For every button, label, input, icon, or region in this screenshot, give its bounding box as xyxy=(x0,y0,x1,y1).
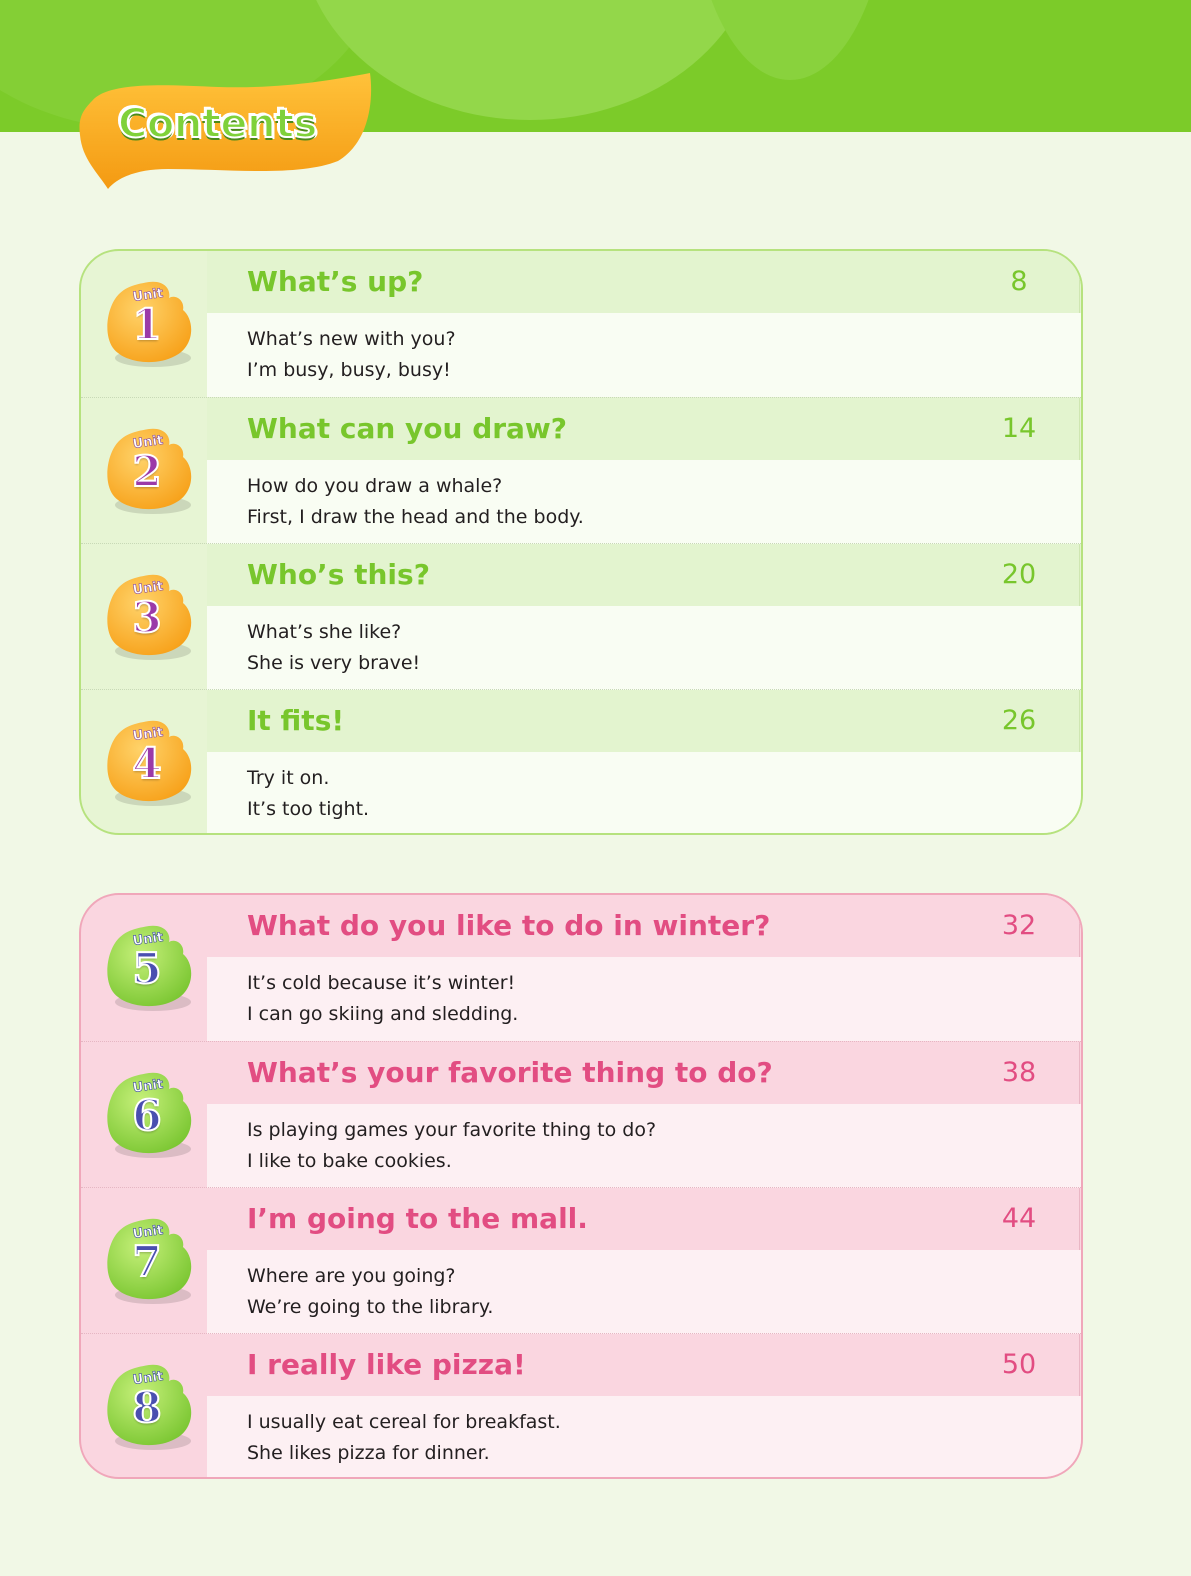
divider xyxy=(1079,251,1080,313)
unit-row xyxy=(81,397,1083,544)
unit-badge xyxy=(105,920,197,1016)
unit-description-area xyxy=(207,752,1083,835)
page-number[interactable]: 26 xyxy=(1001,705,1037,736)
unit-row xyxy=(81,1041,1083,1188)
unit-title[interactable]: What’s your favorite thing to do? xyxy=(247,1056,773,1089)
unit-badge xyxy=(105,569,197,665)
unit-label: Unit xyxy=(131,929,165,950)
unit-phrase: What’s she like? xyxy=(247,621,402,643)
page-number[interactable]: 20 xyxy=(1001,559,1037,590)
unit-row xyxy=(81,543,1083,690)
unit-phrase: Try it on. xyxy=(247,767,330,789)
unit-row xyxy=(81,251,1083,397)
unit-label: Unit xyxy=(131,578,165,599)
unit-phrase: I can go skiing and sledding. xyxy=(247,1003,519,1025)
unit-row xyxy=(81,1187,1083,1334)
page-title: Contents xyxy=(118,101,317,147)
page-number[interactable]: 38 xyxy=(1001,1057,1037,1088)
unit-phrase: I like to bake cookies. xyxy=(247,1150,452,1172)
unit-row xyxy=(81,689,1083,835)
unit-phrase: Is playing games your favorite thing to do? xyxy=(247,1119,657,1141)
unit-phrase: It’s too tight. xyxy=(247,798,370,820)
unit-phrase: How do you draw a whale? xyxy=(247,475,503,497)
unit-description-area xyxy=(207,1104,1083,1188)
page-number[interactable]: 14 xyxy=(1001,413,1037,444)
unit-badge xyxy=(105,423,197,519)
unit-title[interactable]: What do you like to do in winter? xyxy=(247,909,771,942)
unit-badge xyxy=(105,715,197,811)
unit-number: 6 xyxy=(132,1091,162,1140)
unit-label: Unit xyxy=(131,1076,165,1097)
divider xyxy=(1079,398,1080,460)
unit-title[interactable]: What’s up? xyxy=(247,265,424,298)
unit-phrase: What’s new with you? xyxy=(247,328,456,350)
unit-description-area xyxy=(207,606,1083,690)
divider xyxy=(1079,690,1080,752)
unit-title[interactable]: What can you draw? xyxy=(247,412,568,445)
page-number[interactable]: 44 xyxy=(1001,1203,1037,1234)
page-number[interactable]: 32 xyxy=(1001,910,1037,941)
unit-row xyxy=(81,1333,1083,1479)
unit-badge xyxy=(105,1213,197,1309)
unit-badge xyxy=(105,276,197,372)
unit-phrase: First, I draw the head and the body. xyxy=(247,506,584,528)
unit-label: Unit xyxy=(131,432,165,453)
unit-title[interactable]: I’m going to the mall. xyxy=(247,1202,588,1235)
unit-description-area xyxy=(207,313,1083,397)
divider xyxy=(1079,1334,1080,1396)
unit-description-area xyxy=(207,460,1083,544)
unit-phrase: She likes pizza for dinner. xyxy=(247,1442,490,1464)
unit-label: Unit xyxy=(131,724,165,745)
divider xyxy=(1079,895,1080,957)
unit-title[interactable]: It fits! xyxy=(247,704,345,737)
unit-number: 2 xyxy=(132,447,162,496)
unit-badge xyxy=(105,1067,197,1163)
unit-phrase: Where are you going? xyxy=(247,1265,456,1287)
divider xyxy=(1079,1188,1080,1250)
unit-label: Unit xyxy=(131,285,165,306)
units-section-1 xyxy=(79,249,1083,835)
unit-label: Unit xyxy=(131,1368,165,1389)
unit-number: 8 xyxy=(132,1383,162,1432)
page-number[interactable]: 8 xyxy=(1010,266,1028,297)
unit-number: 4 xyxy=(132,739,162,788)
unit-row xyxy=(81,895,1083,1041)
unit-phrase: I’m busy, busy, busy! xyxy=(247,359,451,381)
unit-number: 7 xyxy=(132,1237,162,1286)
unit-description-area xyxy=(207,957,1083,1041)
unit-phrase: I usually eat cereal for breakfast. xyxy=(247,1411,561,1433)
unit-title[interactable]: Who’s this? xyxy=(247,558,430,591)
unit-phrase: It’s cold because it’s winter! xyxy=(247,972,516,994)
unit-phrase: We’re going to the library. xyxy=(247,1296,494,1318)
unit-label: Unit xyxy=(131,1222,165,1243)
contents-title-badge xyxy=(78,73,374,191)
divider xyxy=(1079,1042,1080,1104)
unit-number: 3 xyxy=(132,593,162,642)
unit-phrase: She is very brave! xyxy=(247,652,421,674)
unit-title[interactable]: I really like pizza! xyxy=(247,1348,526,1381)
unit-number: 1 xyxy=(132,300,162,349)
unit-description-area xyxy=(207,1396,1083,1479)
unit-number: 5 xyxy=(132,944,162,993)
unit-badge xyxy=(105,1359,197,1455)
units-section-2 xyxy=(79,893,1083,1479)
divider xyxy=(1079,544,1080,606)
unit-description-area xyxy=(207,1250,1083,1334)
header-decoration xyxy=(690,0,890,80)
page-number[interactable]: 50 xyxy=(1001,1349,1037,1380)
